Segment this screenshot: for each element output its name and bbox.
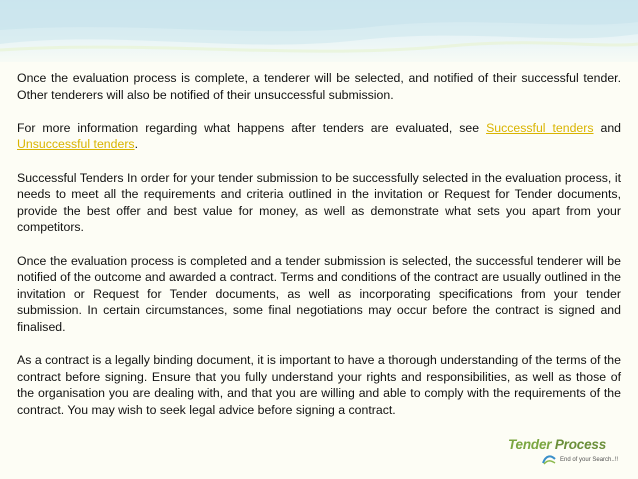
header-band [0, 0, 638, 62]
paragraph-5 [17, 352, 621, 418]
logo-brand-first: Tender [508, 437, 552, 452]
logo-swirl-icon [542, 453, 556, 465]
logo-brand-second: Process [554, 437, 607, 452]
tender-process-logo [508, 435, 626, 469]
paragraph-text: For more information regarding what happens after tenders are evaluated, see [17, 120, 487, 135]
paragraph-1 [17, 70, 621, 103]
decorative-waves [0, 0, 638, 62]
paragraph-4 [17, 253, 621, 336]
logo-tagline: End of your Search..!! [560, 457, 619, 463]
paragraph-2 [17, 120, 621, 153]
logo-brand-text [508, 437, 606, 452]
paragraph-text: As a contract is a legally binding document, it is important to have a thorough understanding of the terms of the contract before signing. Ensure that you fully understand your rights and responsibilities, as well as those of the organisation you are dealing with, and that you are willing and able to comply with the requirements of the contract. You may wish to seek legal advice before signing a contract. [17, 353, 621, 417]
link-successful-tenders[interactable]: Successful tenders [486, 120, 594, 135]
paragraph-text: Successful Tenders In order for your tender submission to be successfully selected in the evaluation process, it needs to meet all the requirements and criteria outlined in the invitation or Request for Tender documents, provide the best offer and best value for money, as well as demonstrate what sets you apart from your competitors. [17, 170, 621, 235]
paragraph-text: Once the evaluation process is complete, a tenderer will be selected, and notified of their successful tender. Other tenderers will also be notified of their unsuccessful submission. [17, 71, 621, 102]
paragraph-text: . [134, 137, 138, 152]
paragraph-text: and [593, 120, 622, 135]
document-body [17, 70, 621, 435]
paragraph-text: Once the evaluation process is completed and a tender submission is selected, the successful tenderer will be notified of the outcome and awarded a contract. Terms and conditions of the contract are usually outlined in the invitation or Request for Tender documents, as well as incorporating specifications from your tender submission. In certain circumstances, some final negotiations may occur before the contract is signed and finalised. [17, 253, 621, 334]
paragraph-3 [17, 170, 621, 236]
link-unsuccessful-tenders[interactable]: Unsuccessful tenders [17, 137, 135, 152]
